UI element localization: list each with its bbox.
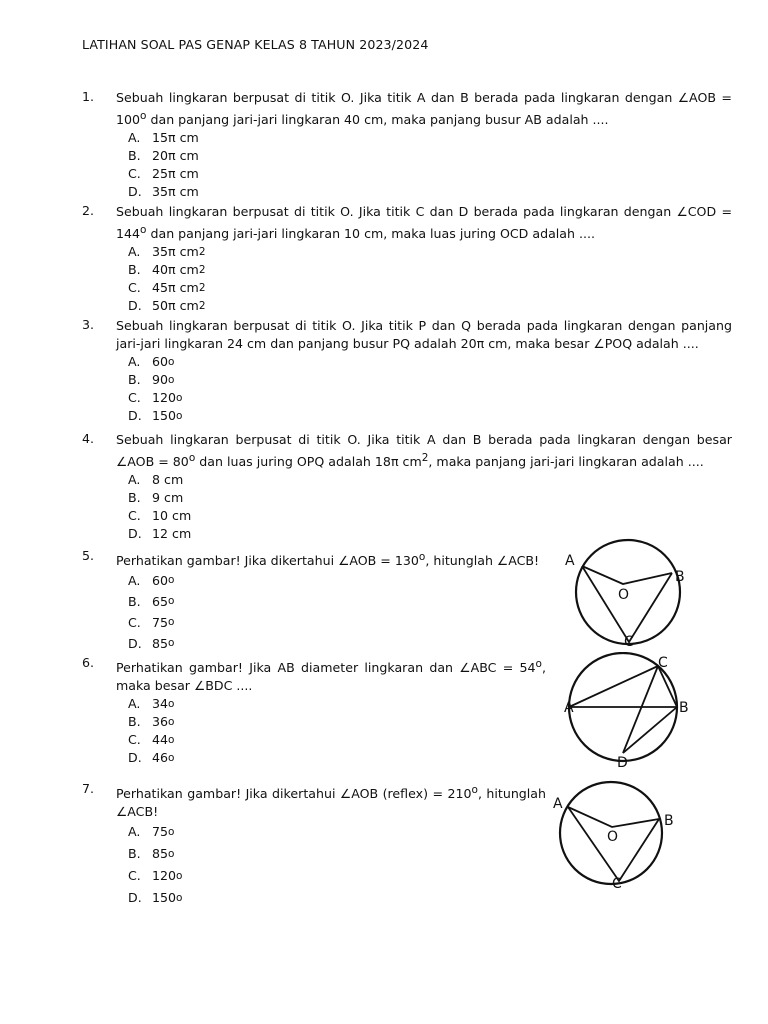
- figure-q6: [560, 652, 700, 772]
- question-3: [82, 317, 732, 425]
- option-c: C. 45π cm 2: [128, 280, 206, 296]
- triangle-acb: [569, 666, 677, 707]
- option-d: D. 150 o: [128, 408, 183, 423]
- question-text: Sebuah lingkaran berpusat di titik O. Jika titik P dan Q berada pada lingkaran dengan panjang jari-jari lingkaran 24 cm dan panjang busur PQ adalah 20π cm, maka besar ∠POQ adalah ....: [116, 318, 732, 351]
- option-c: C. 120 o: [128, 390, 183, 405]
- label-c: C: [624, 634, 634, 650]
- option-a: A. 34 o: [128, 696, 175, 712]
- option-b: B. 20π cm: [128, 148, 199, 164]
- angle-aob: [582, 566, 672, 584]
- label-b: B: [664, 813, 674, 829]
- question-number: 6.: [82, 655, 95, 670]
- option-c: C. 44 o: [128, 732, 175, 748]
- question-number: 7.: [82, 781, 95, 796]
- question-1: [82, 89, 732, 201]
- option-c: C. 25π cm: [128, 166, 199, 182]
- option-d: D. 46 o: [128, 750, 175, 766]
- figure-q5: [560, 535, 695, 650]
- option-a: A. 35π cm 2: [128, 244, 206, 260]
- option-d: D. 85 o: [128, 636, 175, 652]
- label-a: A: [565, 553, 575, 569]
- option-list: [128, 353, 732, 425]
- label-d: D: [617, 755, 628, 771]
- question-4: [82, 431, 732, 543]
- option-list: [128, 129, 732, 201]
- question-number: 4.: [82, 431, 95, 446]
- option-b: B. 65 o: [128, 594, 175, 610]
- question-text: Perhatikan gambar! Jika AB diameter lingkaran dan ∠ABC = $54^o$, maka besar ∠BDC ....: [116, 658, 546, 694]
- label-c: C: [612, 876, 622, 892]
- angle-aob: [568, 807, 659, 827]
- option-d: D. 35π cm: [128, 184, 199, 200]
- question-number: 2.: [82, 203, 95, 218]
- option-c: C. 75 o: [128, 615, 175, 631]
- option-list: [128, 243, 732, 315]
- question-text: Sebuah lingkaran berpusat di titik O. Jika titik A dan B berada pada lingkaran dengan ∠AOB = $100^o$ dan panjang jari-jari lingkaran 40 cm, maka panjang busur AB adalah ....: [116, 90, 732, 128]
- page-title: LATIHAN SOAL PAS GENAP KELAS 8 TAHUN 2023/2024: [82, 37, 429, 52]
- option-a: A. 15π cm: [128, 130, 199, 146]
- question-text: Sebuah lingkaran berpusat di titik O. Jika titik C dan D berada pada lingkaran dengan ∠COD = $144^o$ dan panjang jari-jari lingkaran 10 cm, maka luas juring OCD adalah ....: [116, 204, 732, 242]
- angle-acb: [582, 566, 672, 642]
- label-a: A: [564, 700, 574, 716]
- label-c: C: [658, 655, 668, 671]
- option-c: C. 120 o: [128, 868, 183, 884]
- label-b: B: [675, 569, 685, 585]
- label-a: A: [553, 796, 563, 812]
- option-b: B. 90 o: [128, 372, 175, 387]
- question-text: Sebuah lingkaran berpusat di titik O. Jika titik A dan B berada pada lingkaran dengan besar ∠AOB = $80^o$ dan luas juring OPQ adalah 18π $cm^2$, maka panjang jari-jari lingkaran adalah ....: [116, 432, 732, 470]
- option-a: A. 75 o: [128, 824, 175, 840]
- option-b: B. 85 o: [128, 846, 175, 862]
- question-number: 3.: [82, 317, 95, 332]
- option-a: A. 60 o: [128, 573, 175, 589]
- label-o: O: [618, 587, 630, 603]
- question-number: 1.: [82, 89, 95, 104]
- option-a: A. 60 o: [128, 354, 175, 369]
- option-b: B. 40π cm 2: [128, 262, 206, 278]
- option-a: A. 8 cm: [128, 472, 184, 488]
- question-text: Perhatikan gambar! Jika dikertahui ∠AOB (reflex) = $210^o$, hitunglah ∠ACB!: [116, 784, 546, 820]
- question-2: [82, 203, 732, 315]
- label-o: O: [607, 829, 619, 845]
- option-list: [128, 471, 732, 543]
- option-b: B. 36 o: [128, 714, 175, 730]
- label-b: B: [679, 700, 689, 716]
- question-text: Perhatikan gambar! Jika dikertahui ∠AOB = $130^o$, hitunglah ∠ACB!: [116, 551, 540, 569]
- option-b: B. 9 cm: [128, 490, 184, 506]
- figure-q7: [550, 775, 690, 895]
- question-number: 5.: [82, 548, 95, 563]
- option-d: D. 12 cm: [128, 526, 192, 542]
- option-d: D. 150 o: [128, 890, 183, 906]
- option-d: D. 50π cm 2: [128, 298, 206, 314]
- option-c: C. 10 cm: [128, 508, 192, 524]
